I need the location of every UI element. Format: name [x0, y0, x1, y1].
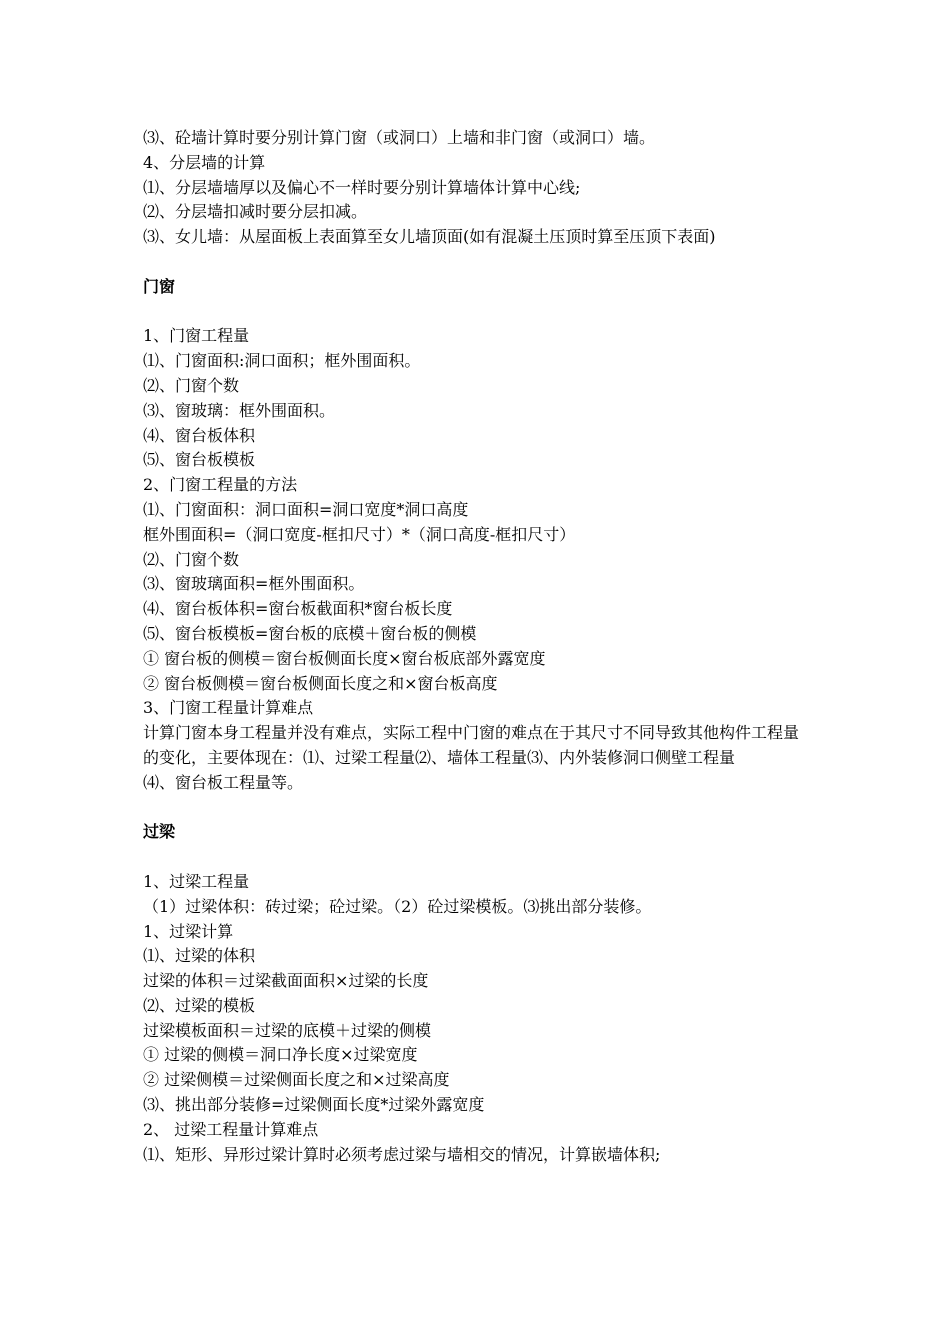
text-line: ① 窗台板的侧模＝窗台板侧面长度×窗台板底部外露宽度 [143, 648, 546, 668]
text-line: ⑶、挑出部分装修=过梁侧面长度*过梁外露宽度 [143, 1095, 485, 1115]
text-line: ② 过梁侧模＝过梁侧面长度之和×过梁高度 [143, 1070, 450, 1090]
text-line: ⑶、窗玻璃面积=框外围面积。 [143, 574, 365, 594]
section-heading-lintel: 过梁 [143, 822, 176, 842]
text-line: ⑷、窗台板体积 [143, 425, 256, 445]
text-line: （1）过梁体积：砖过梁；砼过梁。（2）砼过梁模板。⑶挑出部分装修。 [143, 896, 652, 916]
spacer [143, 796, 808, 821]
text-line: ⑵、过梁的模板 [143, 995, 256, 1015]
text-line: ⑵、门窗个数 [143, 549, 240, 569]
text-line: ⑶、窗玻璃：框外围面积。 [143, 400, 336, 420]
text-paragraph: ⑶、女儿墙：从屋面板上表面算至女儿墙顶面(如有混凝土压顶时算至压顶下表面) [143, 227, 716, 247]
text-line: ⑶、砼墙计算时要分别计算门窗（或洞口）上墙和非门窗（或洞口）墙。 [143, 128, 656, 147]
text-line: 3、门窗工程量计算难点 [143, 698, 314, 718]
text-line: 1、过梁计算 [143, 921, 234, 941]
text-line: ⑴、过梁的体积 [143, 946, 256, 966]
text-line: ⑴、门窗面积：洞口面积=洞口宽度*洞口高度 [143, 499, 469, 519]
text-line: ⑷、窗台板工程量等。 [143, 772, 304, 792]
spacer [143, 300, 808, 325]
document-body [143, 126, 808, 1167]
text-line: ② 窗台板侧模＝窗台板侧面长度之和×窗台板高度 [143, 673, 498, 693]
text-line: ⑸、窗台板模板=窗台板的底模＋窗台板的侧模 [143, 623, 477, 643]
text-line: 2、门窗工程量的方法 [143, 475, 298, 495]
text-line: 过梁模板面积＝过梁的底模＋过梁的侧模 [143, 1020, 432, 1040]
text-line: 1、过梁工程量 [143, 871, 250, 891]
text-line: 过梁的体积＝过梁截面面积×过梁的长度 [143, 971, 429, 991]
text-line: ⑵、分层墙扣减时要分层扣减。 [143, 202, 368, 222]
text-line: 框外围面积=（洞口宽度-框扣尺寸）*（洞口高度-框扣尺寸） [143, 524, 576, 544]
spacer [143, 845, 808, 870]
text-line: 4、分层墙的计算 [143, 152, 266, 172]
text-line: ⑴、门窗面积:洞口面积；框外围面积。 [143, 351, 421, 371]
text-line: ⑸、窗台板模板 [143, 450, 256, 470]
spacer [143, 250, 808, 275]
section-heading-doors: 门窗 [143, 276, 176, 296]
text-line: ⑴、矩形、异形过梁计算时必须考虑过梁与墙相交的情况，计算嵌墙体积; [143, 1144, 661, 1164]
text-line: ① 过梁的侧模＝洞口净长度×过梁宽度 [143, 1045, 418, 1065]
text-line: 2、 过梁工程量计算难点 [143, 1119, 319, 1139]
text-line: ⑷、窗台板体积=窗台板截面积*窗台板长度 [143, 599, 453, 619]
text-line: ⑵、门窗个数 [143, 375, 240, 395]
text-line: 1、门窗工程量 [143, 326, 250, 346]
text-line: ⑴、分层墙墙厚以及偏心不一样时要分别计算墙体计算中心线; [143, 177, 581, 197]
text-paragraph: 计算门窗本身工程量并没有难点，实际工程中门窗的难点在于其尺寸不同导致其他构件工程量的变化，主要体现在：⑴、过梁工程量⑵、墙体工程量⑶、内外装修洞口侧壁工程量 [143, 723, 800, 767]
